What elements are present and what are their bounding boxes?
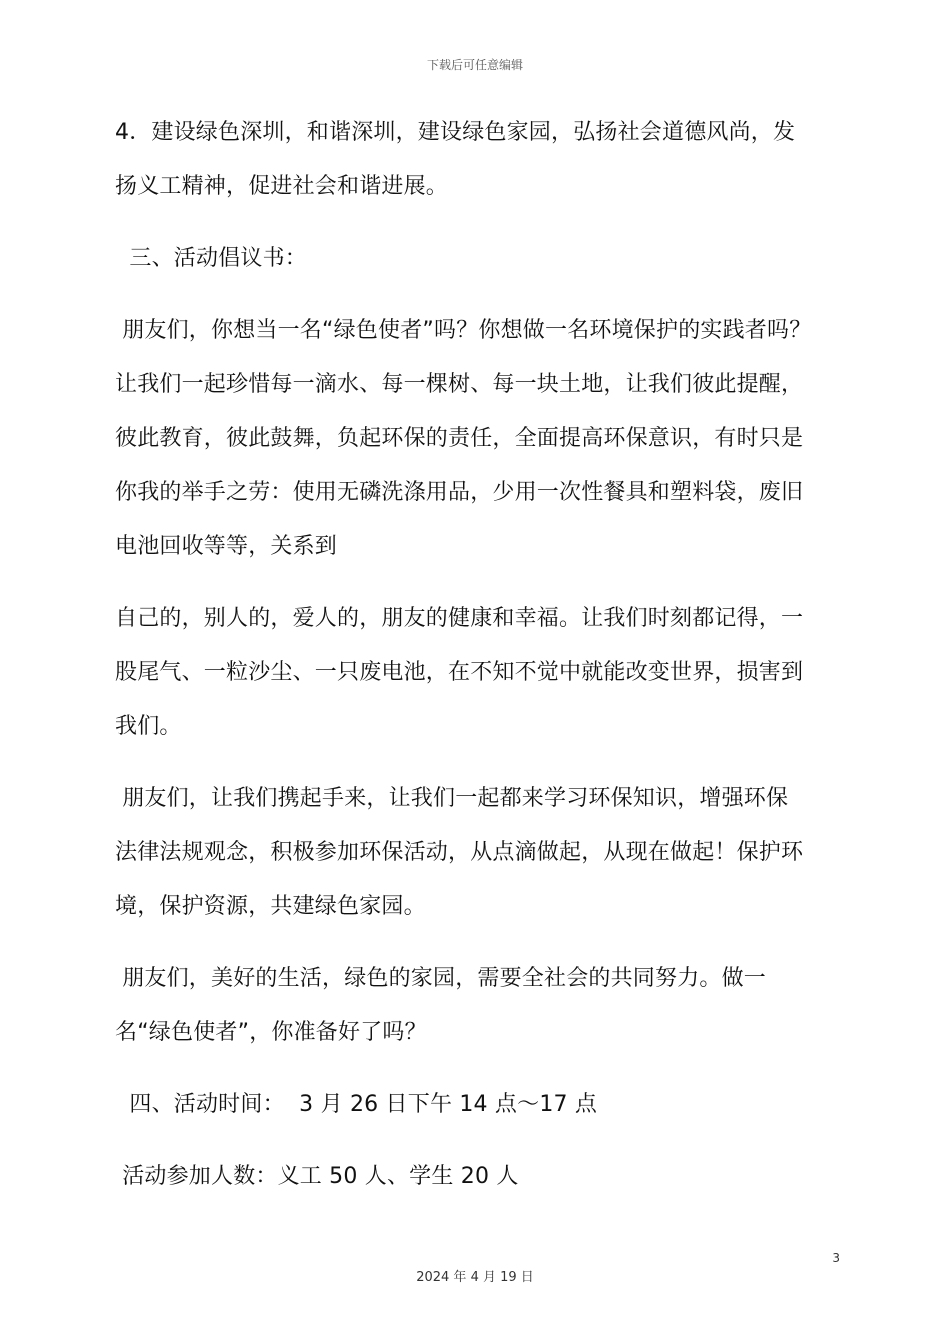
text-line: 三、活动倡议书： — [115, 246, 307, 271]
text-line: 朋友们，让我们携起手来，让我们一起都来学习环保知识，增强环保 — [115, 786, 789, 811]
text-line: 朋友们，你想当一名“绿色使者”吗？你想做一名环境保护的实践者吗？ — [115, 318, 812, 343]
text-line: 扬义工精神，促进社会和谐进展。 — [115, 174, 449, 199]
text-line: 四、活动时间： 3 月 26 日下午 14 点～17 点 — [115, 1092, 598, 1117]
text-line: 朋友们，美好的生活，绿色的家园，需要全社会的共同努力。做一 — [115, 966, 766, 991]
section-heading-proposal — [115, 232, 840, 286]
paragraph-proposal-2 — [115, 772, 840, 934]
page-number: 3 — [832, 1251, 840, 1265]
paragraph-proposal-3 — [115, 952, 840, 1060]
text-line: 电池回收等等，关系到 — [115, 534, 338, 559]
paragraph-proposal-1 — [115, 304, 840, 574]
paragraph-proposal-1-continued — [115, 592, 840, 754]
text-line: 我们。 — [115, 714, 182, 739]
document-body — [115, 106, 840, 1204]
text-line: 法律法规观念，积极参加环保活动，从点滴做起，从现在做起！保护环 — [115, 840, 804, 865]
section-heading-time — [115, 1078, 840, 1132]
text-line: 让我们一起珍惜每一滴水、每一棵树、每一块土地，让我们彼此提醒， — [115, 372, 804, 397]
text-line: 自己的，别人的，爱人的，朋友的健康和幸福。让我们时刻都记得，一 — [115, 606, 804, 631]
text-line: 名“绿色使者”，你准备好了吗？ — [115, 1020, 427, 1045]
paragraph-participants — [115, 1150, 840, 1204]
text-line: 彼此教育，彼此鼓舞，负起环保的责任，全面提高环保意识，有时只是 — [115, 426, 804, 451]
paragraph-goal-4 — [115, 106, 840, 214]
text-line: 活动参加人数：义工 50 人、学生 20 人 — [115, 1164, 519, 1189]
text-line: 股尾气、一粒沙尘、一只废电池，在不知不觉中就能改变世界，损害到 — [115, 660, 804, 685]
footer-date: 2024 年 4 月 19 日 — [416, 1270, 534, 1285]
text-line: 4．建设绿色深圳，和谐深圳，建设绿色家园，弘扬社会道德风尚，发 — [115, 120, 796, 145]
text-line: 你我的举手之劳：使用无磷洗涤用品，少用一次性餐具和塑料袋，废旧 — [115, 480, 804, 505]
page-header: 下载后可任意编辑 — [426, 58, 523, 72]
text-line: 境，保护资源，共建绿色家园。 — [115, 894, 426, 919]
